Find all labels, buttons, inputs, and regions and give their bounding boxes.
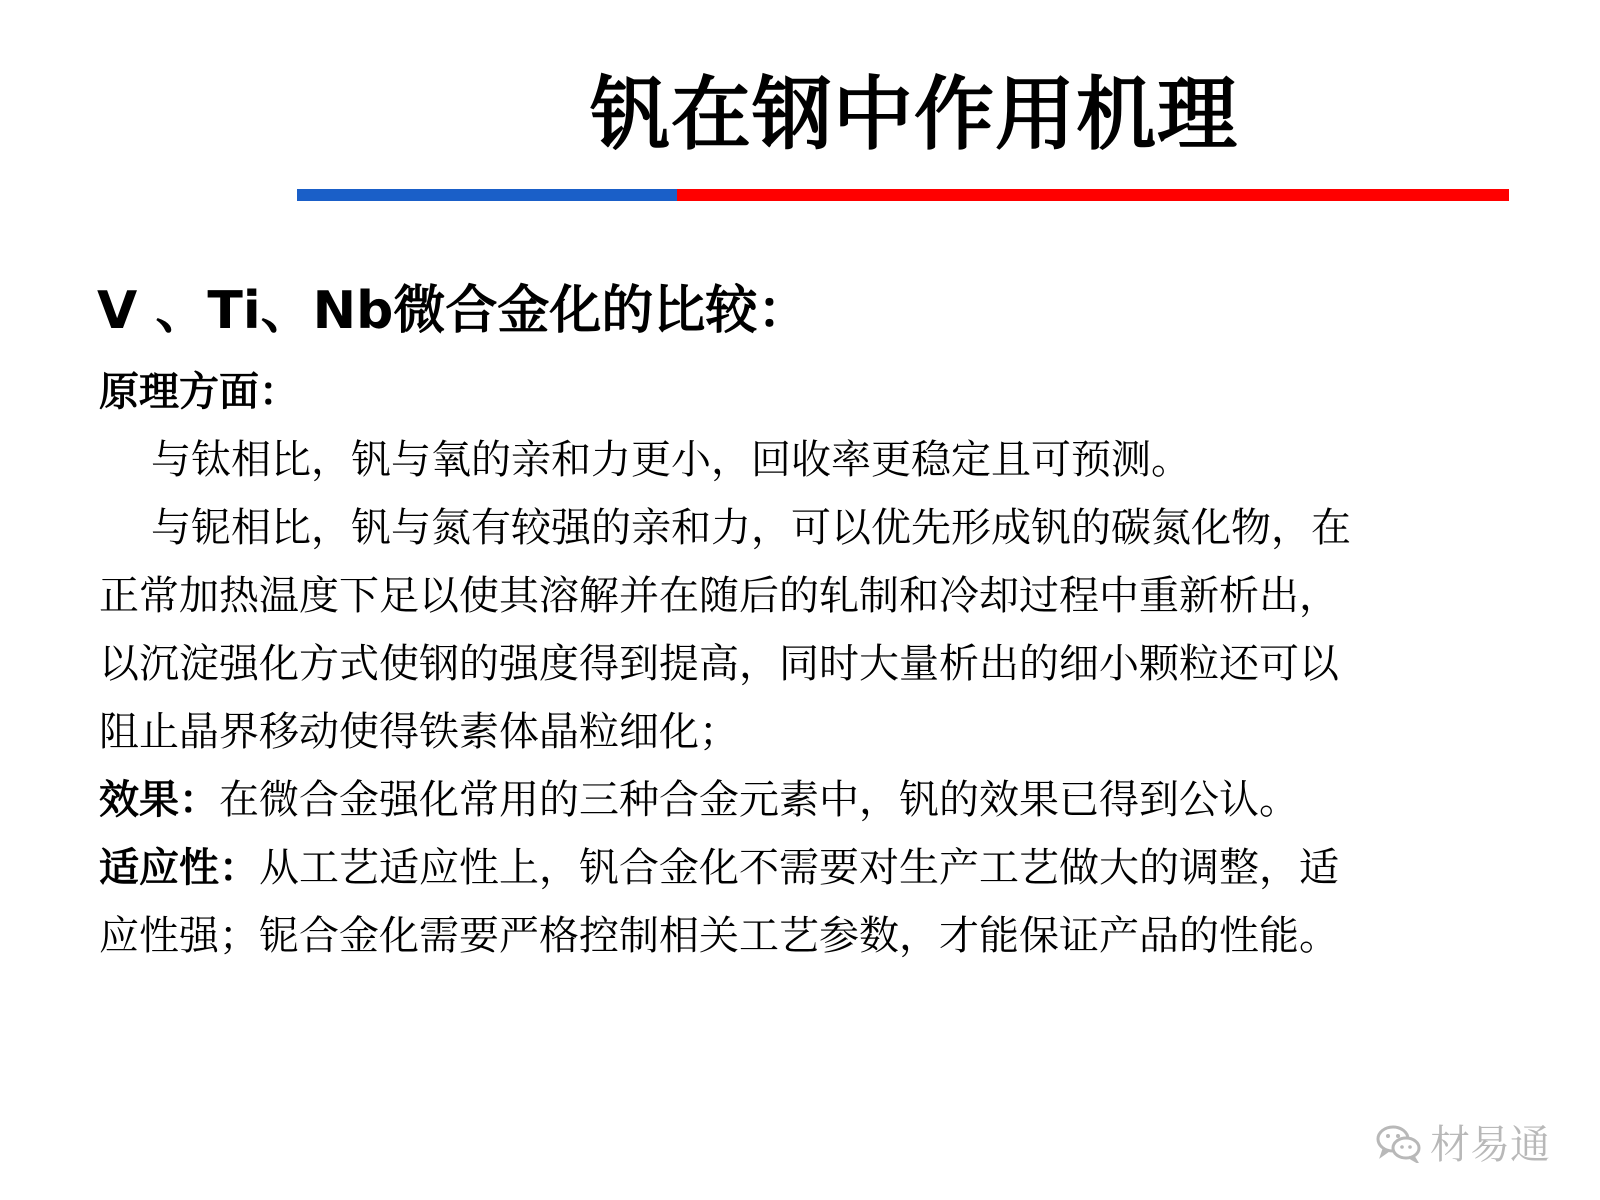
adaptability-line-2: 应性强；铌合金化需要严格控制相关工艺参数，才能保证产品的性能。 [99, 913, 1339, 959]
slide-body [99, 358, 1499, 970]
principle-label: 原理方面： [99, 369, 299, 415]
wechat-icon [1376, 1123, 1422, 1167]
title-underline-red [677, 189, 1509, 201]
title-underline-blue [297, 189, 677, 201]
principle-line-4: 以沉淀强化方式使钢的强度得到提高，同时大量析出的细小颗粒还可以 [99, 641, 1339, 687]
page-title: 钒在钢中作用机理 [590, 68, 1238, 161]
watermark [1376, 1118, 1550, 1172]
effect-line [99, 766, 1499, 834]
principle-label-line [99, 358, 1499, 426]
adaptability-line-1 [99, 834, 1499, 902]
principle-line-5: 阻止晶界移动使得铁素体晶粒细化； [99, 709, 739, 755]
watermark-text: 材易通 [1430, 1122, 1550, 1168]
adaptability-label: 适应性： [99, 845, 259, 891]
effect-label: 效果： [99, 777, 219, 823]
principle-line-1: 与钛相比，钒与氧的亲和力更小，回收率更稳定且可预测。 [151, 437, 1191, 483]
principle-line-2: 与铌相比，钒与氮有较强的亲和力，可以优先形成钒的碳氮化物，在 [151, 505, 1351, 551]
adaptability-text-1: 从工艺适应性上，钒合金化不需要对生产工艺做大的调整，适 [259, 845, 1339, 891]
section-heading: V 、Ti、Nb微合金化的比较： [97, 281, 810, 341]
effect-text: 在微合金强化常用的三种合金元素中，钒的效果已得到公认。 [219, 777, 1299, 823]
principle-line-3: 正常加热温度下足以使其溶解并在随后的轧制和冷却过程中重新析出， [99, 573, 1339, 619]
